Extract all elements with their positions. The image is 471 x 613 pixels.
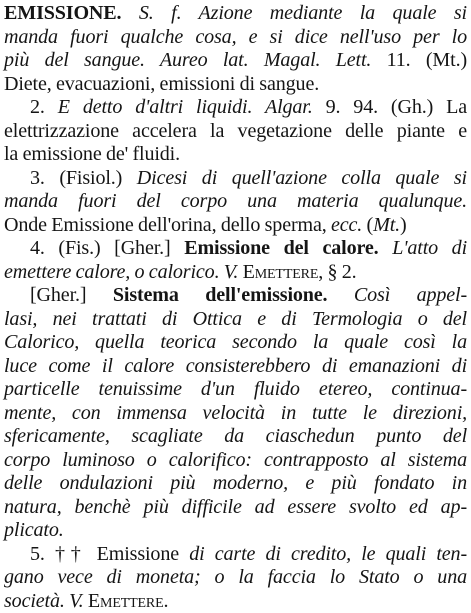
italic-text: delle ondulazioni più moderno, e più fondato in bbox=[4, 472, 467, 494]
italic-text: Dicesi di quell'azione colla quale si bbox=[137, 167, 467, 189]
entry-line bbox=[4, 49, 467, 73]
italic-text: più del sangue. Aureo lat. Magal. Lett. bbox=[4, 49, 371, 71]
entry-line bbox=[4, 308, 467, 332]
italic-text: mente, con immensa velocità in tutte le direzioni, bbox=[4, 402, 467, 424]
italic-text: manda fuori del corpo una materia qualunque. bbox=[4, 190, 467, 212]
italic-text: lasi, nei trattati di Ottica e di Termologia o del bbox=[4, 308, 467, 330]
entry-line bbox=[4, 402, 467, 426]
plain-text: ( bbox=[362, 214, 373, 236]
small-caps-text: Emettere bbox=[88, 590, 164, 612]
italic-text: S. f. Azione mediante la quale si bbox=[139, 2, 467, 24]
dictionary-entry bbox=[4, 2, 467, 613]
italic-text: E detto d'altri liquidi. Algar. bbox=[58, 96, 313, 118]
plain-text: ) bbox=[400, 214, 407, 236]
italic-text: Mt. bbox=[373, 214, 400, 236]
plain-text: Diete, evacuazioni, emissioni di sangue. bbox=[4, 73, 319, 95]
plain-text bbox=[379, 237, 393, 259]
plain-text: 9. 94. (Gh.) La bbox=[313, 96, 467, 118]
plain-text bbox=[121, 2, 138, 24]
plain-text: [Gher.] bbox=[30, 284, 113, 306]
italic-text: L'atto di bbox=[392, 237, 467, 259]
italic-text: plicato. bbox=[4, 519, 64, 541]
headword: EMISSIONE. bbox=[4, 2, 121, 24]
entry-line bbox=[4, 214, 467, 238]
plain-text: elettrizzazione accelera la vegetazione delle piante e bbox=[4, 120, 467, 142]
entry-line bbox=[4, 120, 467, 144]
plain-text: 4. (Fis.) [Gher.] bbox=[30, 237, 184, 259]
bold-text: Sistema dell'emissione. bbox=[113, 284, 328, 306]
entry-line bbox=[4, 566, 467, 590]
italic-text: sfericamente, scagliate da ciaschedun punto del bbox=[4, 425, 467, 447]
entry-line bbox=[4, 261, 467, 285]
italic-text: emettere calore, o calorico. V. bbox=[4, 261, 238, 283]
entry-line bbox=[4, 590, 467, 613]
entry-line bbox=[4, 96, 467, 120]
italic-text: gano vece di moneta; o la faccia lo Stato o una bbox=[4, 566, 467, 588]
entry-line bbox=[4, 378, 467, 402]
italic-text: luce come il calore consisterebbero di emanazioni di bbox=[4, 355, 467, 377]
entry-line bbox=[4, 543, 467, 567]
entry-line bbox=[4, 519, 467, 543]
bold-text: Emissione del calore. bbox=[184, 237, 378, 259]
entry-line bbox=[4, 143, 467, 167]
italic-text: manda fuori qualche cosa, e si dice nell'uso per lo bbox=[4, 26, 467, 48]
italic-text: Così appel- bbox=[354, 284, 467, 306]
plain-text bbox=[327, 284, 353, 306]
italic-text: società. V. bbox=[4, 590, 84, 612]
italic-text: natura, benchè più difficile ad essere svolto ed ap- bbox=[4, 496, 467, 518]
entry-line bbox=[4, 73, 467, 97]
entry-line bbox=[4, 449, 467, 473]
plain-text: , § 2. bbox=[318, 261, 356, 283]
entry-line bbox=[4, 284, 467, 308]
entry-line bbox=[4, 331, 467, 355]
entry-line bbox=[4, 472, 467, 496]
plain-text: 3. (Fisiol.) bbox=[30, 167, 137, 189]
italic-text: particelle tenuissime d'un fluido etereo, continua- bbox=[4, 378, 467, 400]
entry-line bbox=[4, 237, 467, 261]
entry-line bbox=[4, 2, 467, 26]
italic-text: ecc. bbox=[331, 214, 362, 236]
plain-text: 11. (Mt.) bbox=[371, 49, 467, 71]
italic-text: corpo luminoso o calorifico: contrapposto al sistema bbox=[4, 449, 467, 471]
plain-text: . bbox=[164, 590, 169, 612]
entry-line bbox=[4, 425, 467, 449]
plain-text: 2. bbox=[30, 96, 58, 118]
plain-text: Onde Emissione dell'orina, dello sperma, bbox=[4, 214, 331, 236]
entry-line bbox=[4, 496, 467, 520]
italic-text: di carte di credito, le quali ten- bbox=[189, 543, 467, 565]
plain-text: 5. †† Emissione bbox=[30, 543, 189, 565]
entry-line bbox=[4, 355, 467, 379]
small-caps-text: Emettere bbox=[243, 261, 319, 283]
italic-text: Calorico, quella teorica secondo la quale così la bbox=[4, 331, 467, 353]
entry-line bbox=[4, 26, 467, 50]
entry-line bbox=[4, 167, 467, 191]
plain-text: la emissione de' fluidi. bbox=[4, 143, 180, 165]
entry-line bbox=[4, 190, 467, 214]
